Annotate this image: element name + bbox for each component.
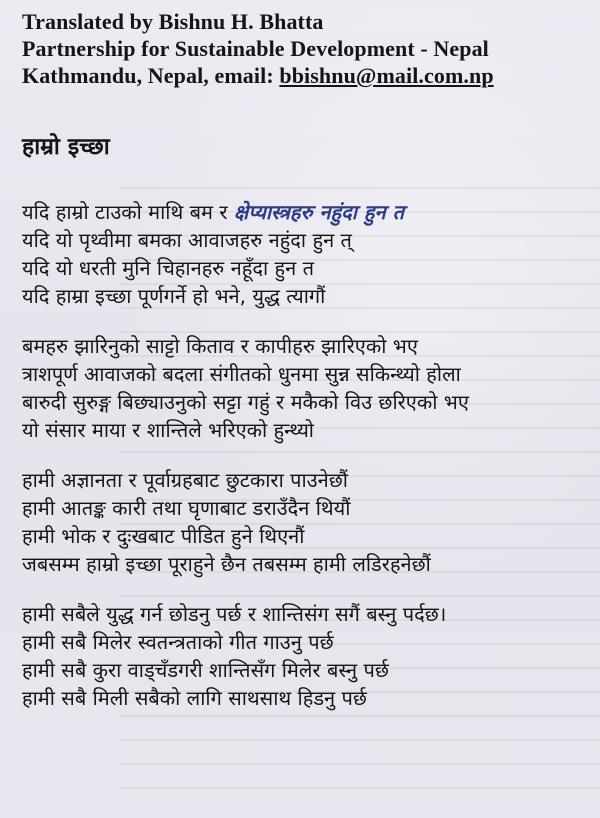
poem-line: यो संसार माया र शान्तिले भरिएको हुन्थ्यो [22,418,314,442]
poem-title: हाम्रो इच्छा [22,134,110,160]
stanza-1 [22,198,597,310]
email-link[interactable]: bbishnu@mail.com.np [279,63,494,88]
poem-line: यदि यो धरती मुनि चिहानहरु नहूँदा हुन त [22,256,314,280]
poem-line: हामी सबै कुरा वाड्चँडगरी शान्तिसँग मिलेर बस्नु पर्छ [22,658,389,682]
translator-header [22,8,582,89]
poem-line [22,198,597,226]
poem-line: यदि यो पृथ्वीमा बमका आवाजहरु नहुंदा हुन त् [22,228,352,252]
poem-line: हामी अज्ञानता र पूर्वाग्रहबाट छुटकारा पाउनेछौं [22,468,348,492]
poem-line: त्राशपूर्ण आवाजको बदला संगीतको धुनमा सुन्न सकिन्थ्यो होला [22,362,461,386]
poem-line: यदि हाम्रा इच्छा पूर्णगर्ने हो भने, युद्ध त्यागौं [22,284,326,308]
stanza-3 [22,466,597,578]
stanza-4 [22,600,597,712]
organization-line: Partnership for Sustainable Development - Nepal [22,36,489,61]
poem-line: हामी भोक र दुःखबाट पीडित हुने थिएनौं [22,524,305,548]
contact-line [22,62,582,89]
stanza-2 [22,332,597,444]
poem-line: हामी आतङ्क कारी तथा घृणाबाट डराउँदैन थियौं [22,496,351,520]
poem-line: जबसम्म हाम्रो इच्छा पूराहुने छैन तबसम्म हामी लडिरहनेछौं [22,552,431,576]
poem-line-text: यदि हाम्रो टाउको माथि बम र [22,200,234,224]
poem-line: हामी सबैले युद्ध गर्न छोडनु पर्छ र शान्तिसंग सगैं बस्नु पर्दछ। [22,602,447,626]
poem-line: बारुदी सुरुङ्ग बिछ्याउनुको सट्टा गहुं र मकैको विउ छरिएको भए [22,390,469,414]
location-label: Kathmandu, Nepal, email: [22,63,280,88]
poem-body [22,198,597,734]
poem-line: बमहरु झारिनुको साट्टो किताव र कापीहरु झारिएको भए [22,334,418,358]
handwritten-word: क्षेप्यास्त्रहरु नहुंदा हुन त [233,200,404,224]
poem-line: हामी सबै मिली सबैको लागि साथसाथ हिडनु पर्छ [22,686,367,710]
translator-line: Translated by Bishnu H. Bhatta [22,9,324,34]
poem-line: हामी सबै मिलेर स्वतन्त्रताको गीत गाउनु पर्छ [22,630,334,654]
